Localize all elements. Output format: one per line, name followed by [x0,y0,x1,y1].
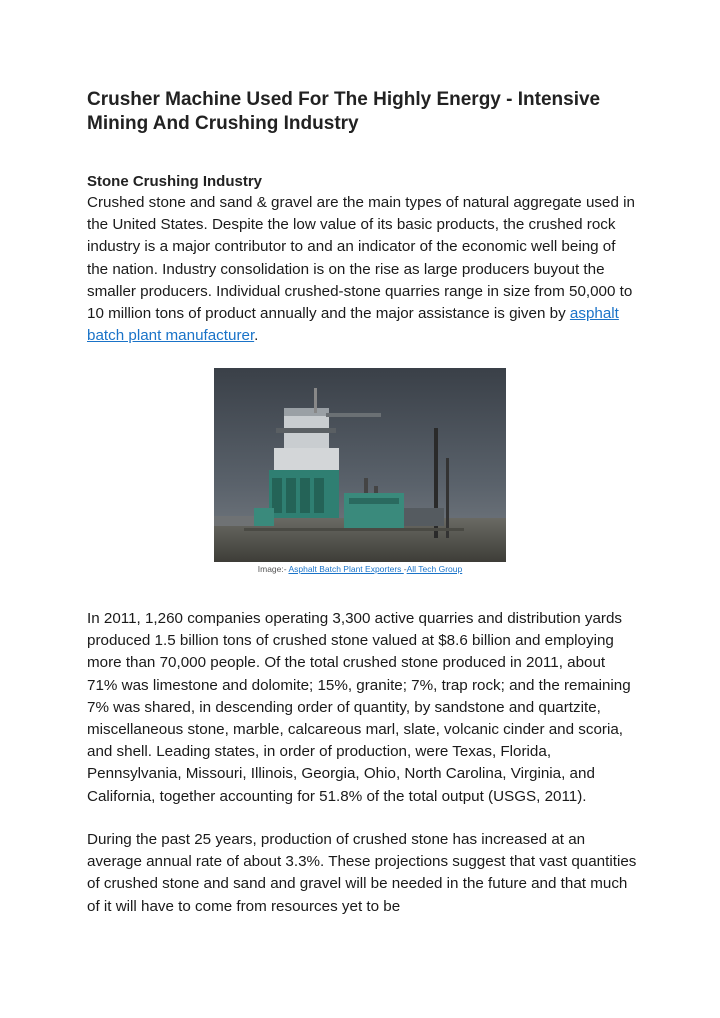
paragraph-1-suffix: . [254,327,259,345]
document-title: Crusher Machine Used For The Highly Energy - Intensive Mining And Crushing Industry [87,89,601,134]
caption-separator: - [403,564,407,574]
paragraph-2: In 2011, 1,260 companies operating 3,300 active quarries and distribution yards produced 1.5 billion tons of crushed stone valued at $8.6 billion and employing more than 70,000 people. Of the total crushed stone produced in 2011, about 71% was limestone and dolomite; 15%, granite; 7%, trap rock; and the remaining 7% was shared, in descending order of quantity, by sandstone and quartzite, miscellaneous stone, marble, calcareous marl, slate, volcanic cinder and scoria, and shell. Leading states, in order of production, were Texas, Florida, Pennsylvania, Missouri, Illinois, Georgia, Ohio, North Carolina, Virginia, and California, together accounting for 51.8% of the total output (USGS, 2011). [87,610,631,805]
asphalt-batch-plant-photo [214,368,506,562]
figure-caption [87,563,633,575]
asphalt-batch-plant-link[interactable]: asphalt batch plant manufacturer [87,305,619,345]
caption-link-exporters[interactable]: Asphalt Batch Plant Exporters [288,564,404,574]
caption-prefix: Image:- [257,564,289,574]
paragraph-1 [87,192,639,347]
paragraph-1-text: Crushed stone and sand & gravel are the main types of natural aggregate used in the United States. Despite the low value of its basic products, the crushed rock industry is a major contributor to and an indicator of the economic well being of the nation. Industry consolidation is on the rise as large producers buyout the smaller producers. Individual crushed-stone quarries range in size from 50,000 to 10 million tons of product annually and the major assistance is given by [87,194,635,323]
section-heading: Stone Crushing Industry [87,173,263,190]
caption-link-all-tech-group[interactable]: All Tech Group [406,564,463,574]
paragraph-3: During the past 25 years, production of crushed stone has increased at an average annual rate of about 3.3%. These projections suggest that vast quantities of crushed stone and sand and gravel will be needed in the future and that much of it will have to come from resources yet to be [87,831,637,915]
